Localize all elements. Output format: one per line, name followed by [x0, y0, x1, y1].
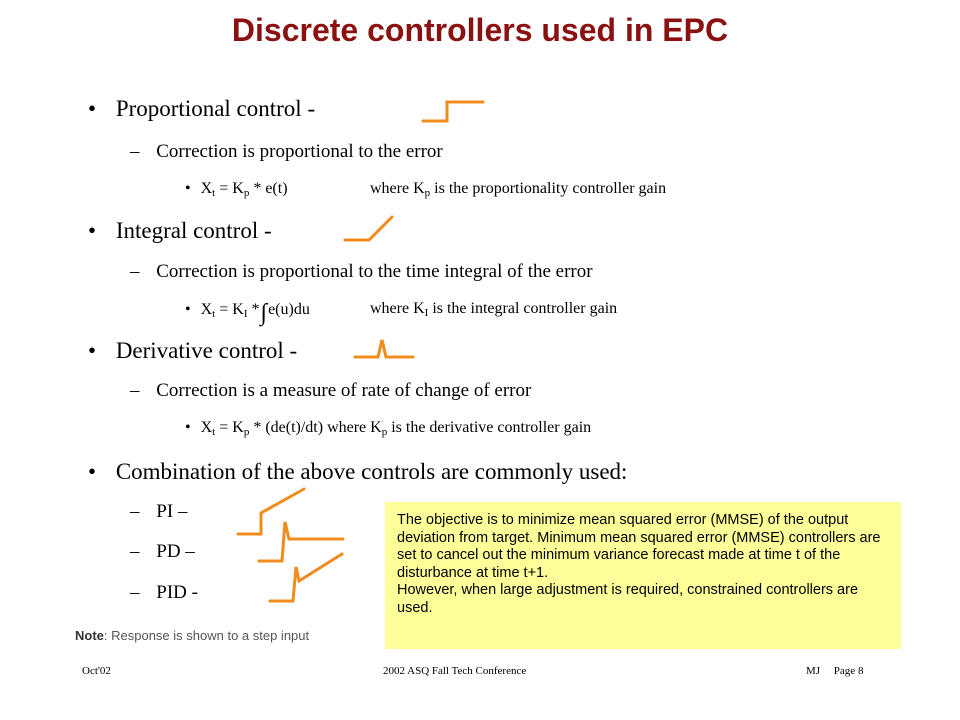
desc-pre: where K — [370, 300, 425, 317]
formula-sub: p — [243, 426, 250, 438]
formula-sub: I — [243, 308, 248, 320]
formula-x: X — [200, 180, 213, 197]
derivative-response-icon — [355, 340, 413, 357]
formula-x: X — [200, 419, 213, 436]
note-label: Note — [75, 628, 104, 643]
heading-integral: Integral control - — [115, 218, 272, 243]
footer-page: MJ Page 8 — [806, 665, 864, 677]
bullet-dot: • — [185, 180, 191, 197]
combo-label-pd: PD – — [156, 541, 195, 562]
sub-text-proportional: Correction is proportional to the error — [156, 141, 443, 162]
formula-integrand: e(u)du — [268, 301, 310, 318]
note-text: : Response is shown to a step input — [103, 628, 310, 643]
sub-text-derivative: Correction is a measure of rate of change of error — [156, 380, 532, 401]
objective-callout — [385, 502, 901, 649]
callout-text-2: However, when large adjustment is required, constrained controllers are used. — [397, 582, 859, 616]
desc-pre: where K — [370, 180, 425, 197]
formula-sub: t — [212, 426, 216, 438]
heading-derivative: Derivative control - — [115, 338, 298, 363]
bullet-dot: • — [88, 338, 97, 363]
dash: – — [130, 501, 140, 522]
footer-conference: 2002 ASQ Fall Tech Conference — [383, 665, 527, 677]
integral-response-icon — [345, 217, 392, 240]
note — [75, 628, 309, 643]
formula-rest: * e(t) — [249, 180, 288, 197]
formula-mid: = K — [215, 180, 244, 197]
formula-sub: p — [243, 187, 250, 199]
formula-rest: * (de(t)/dt) — [249, 419, 324, 436]
bullet-dot: • — [88, 96, 97, 121]
desc-pre: where K — [323, 419, 382, 436]
bullet-dot: • — [185, 301, 191, 318]
bullet-dot: • — [88, 459, 97, 484]
combo-label-pi: PI – — [156, 501, 188, 522]
formula-mid: = K — [215, 301, 244, 318]
pi-response-icon — [238, 489, 304, 534]
heading-proportional: Proportional control - — [115, 96, 316, 121]
desc-sub: p — [424, 187, 431, 199]
combo-label-pid: PID - — [156, 582, 198, 603]
dash: – — [130, 261, 140, 282]
formula-rest: * — [247, 301, 260, 318]
formula-sub: t — [212, 187, 216, 199]
dash: – — [130, 541, 140, 562]
desc-sub: p — [381, 426, 388, 438]
formula-mid: = K — [215, 419, 244, 436]
callout-text: The objective is to minimize mean squared error (MMSE) of the output deviation from target. Minimum mean squared error (MMSE) controllers are set to cancel out the minimum variance forecast made at time t of the disturbance at time t+1. — [397, 512, 881, 581]
dash: – — [130, 141, 140, 162]
bullet-dot: • — [185, 419, 191, 436]
slide-title: Discrete controllers used in EPC — [231, 12, 729, 48]
desc-post: is the derivative controller gain — [387, 419, 592, 436]
formula-x: X — [200, 301, 213, 318]
heading-combination: Combination of the above controls are commonly used: — [115, 459, 628, 484]
desc-sub: I — [424, 307, 429, 319]
desc-post: is the integral controller gain — [428, 300, 618, 317]
proportional-response-icon — [423, 102, 483, 121]
footer-date: Oct'02 — [82, 665, 111, 677]
sub-text-integral: Correction is proportional to the time integral of the error — [156, 261, 593, 282]
bullet-dot: • — [88, 218, 97, 243]
desc-post: is the proportionality controller gain — [430, 180, 667, 197]
dash: – — [130, 582, 140, 603]
integral-icon: ∫ — [260, 300, 268, 326]
dash: – — [130, 380, 140, 401]
pd-response-icon — [259, 522, 343, 561]
formula-sub: t — [212, 308, 216, 320]
